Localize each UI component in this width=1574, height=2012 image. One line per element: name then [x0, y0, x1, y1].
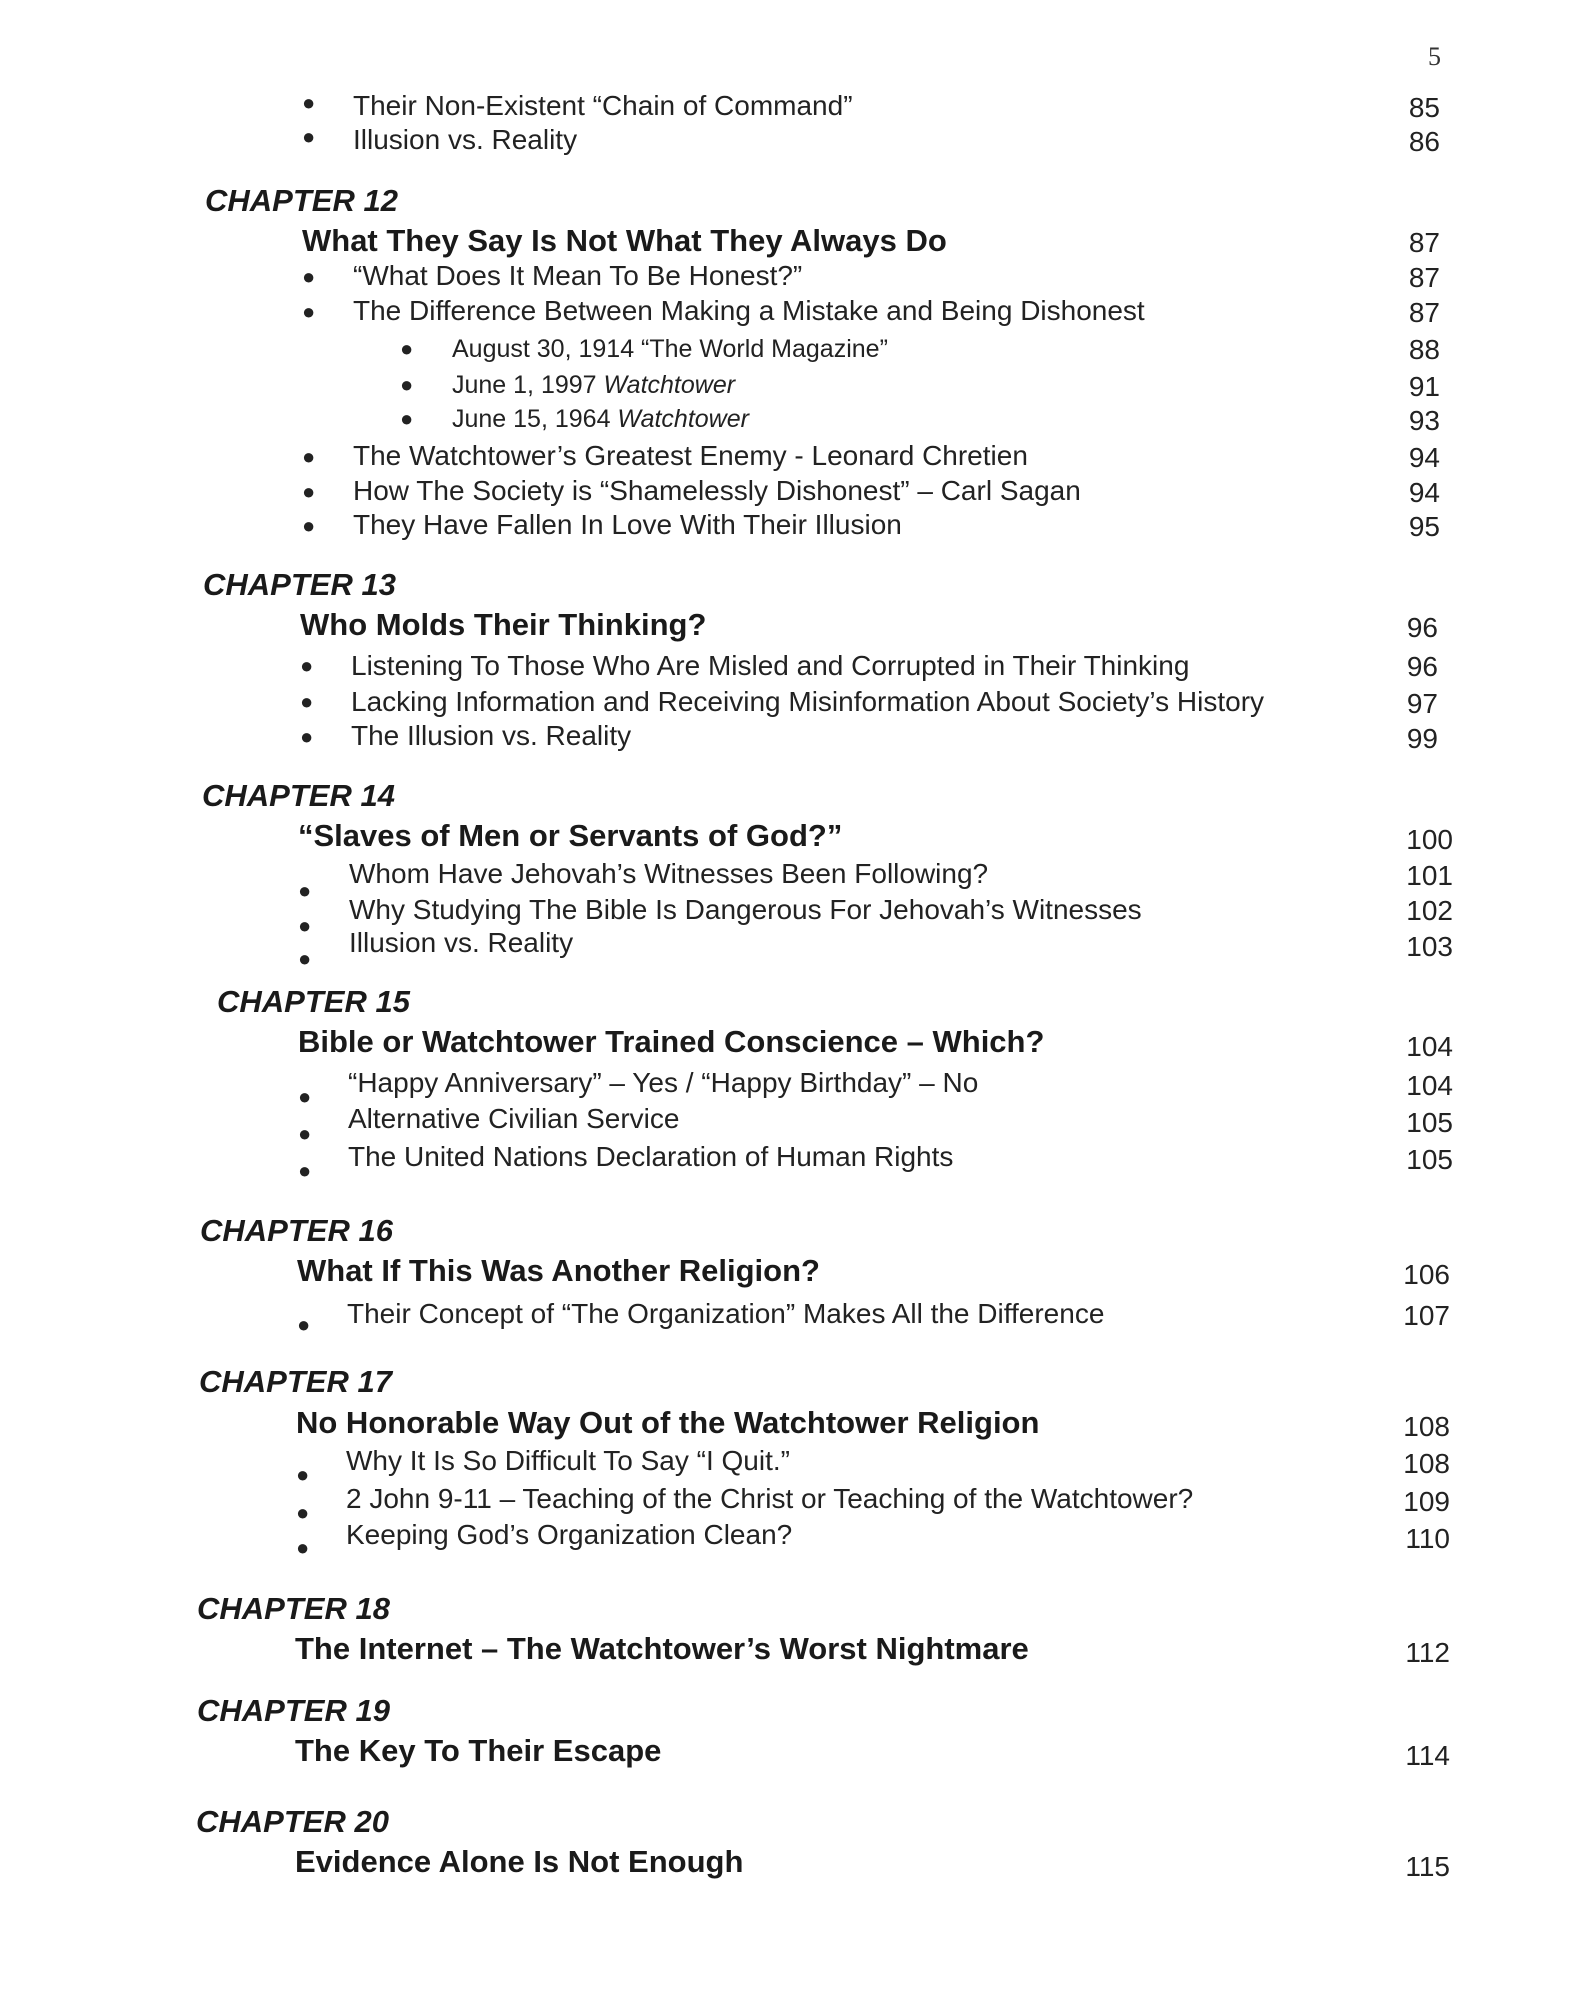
toc-item: Illusion vs. Reality: [353, 124, 578, 155]
toc-subitem: [452, 402, 749, 436]
toc-item: They Have Fallen In Love With Their Illusion: [353, 509, 902, 540]
toc-page-number: 102: [1406, 895, 1453, 926]
bullet-icon: ●: [302, 264, 316, 289]
toc-page-number: 87: [1408, 262, 1440, 293]
toc-item: Listening To Those Who Are Misled and Corrupted in Their Thinking: [351, 650, 1190, 681]
toc-item: 2 John 9-11 – Teaching of the Christ or Teaching of the Watchtower?: [346, 1483, 1194, 1514]
chapter-label: CHAPTER 15: [217, 984, 410, 1019]
bullet-icon: ●: [298, 913, 312, 938]
toc-item: Their Concept of “The Organization” Makes All the Difference: [347, 1298, 1105, 1329]
chapter-label: CHAPTER 16: [200, 1213, 393, 1248]
chapter-title: Evidence Alone Is Not Enough: [295, 1844, 744, 1879]
bullet-icon: ●: [302, 513, 316, 538]
chapter-label: CHAPTER 13: [203, 567, 396, 602]
chapter-title: What If This Was Another Religion?: [297, 1253, 820, 1288]
toc-page-number: 107: [1403, 1300, 1450, 1331]
bullet-icon: ●: [296, 1462, 310, 1487]
bullet-icon: ●: [302, 299, 316, 324]
bullet-icon: ●: [298, 946, 312, 971]
bullet-icon: ●: [300, 653, 314, 678]
toc-page-number: 109: [1403, 1486, 1450, 1517]
toc-item: The Illusion vs. Reality: [351, 720, 632, 751]
chapter-title: What They Say Is Not What They Always Do: [302, 223, 947, 258]
toc-page-number: 86: [1408, 126, 1440, 157]
subitem-date: June 1, 1997: [452, 371, 604, 399]
bullet-icon: ●: [400, 372, 414, 397]
toc-item: “What Does It Mean To Be Honest?”: [353, 260, 803, 291]
toc-page-number: 94: [1408, 442, 1440, 473]
toc-page-number: 105: [1406, 1107, 1453, 1138]
chapter-label: CHAPTER 19: [197, 1693, 390, 1728]
toc-item: The United Nations Declaration of Human Rights: [348, 1141, 954, 1172]
toc-page-number: 91: [1408, 371, 1440, 402]
toc-page-number: 85: [1408, 92, 1440, 123]
bullet-icon: ●: [302, 124, 316, 149]
bullet-icon: ●: [298, 1121, 312, 1146]
toc-page-number: 108: [1403, 1448, 1450, 1479]
subitem-date: June 15, 1964: [452, 405, 618, 433]
toc-page-number: 104: [1406, 1070, 1453, 1101]
bullet-icon: ●: [298, 878, 312, 903]
chapter-label: CHAPTER 18: [197, 1591, 390, 1626]
chapter-title: “Slaves of Men or Servants of God?”: [298, 818, 843, 853]
toc-item: Illusion vs. Reality: [349, 927, 574, 958]
toc-page-number: 94: [1408, 477, 1440, 508]
bullet-icon: ●: [400, 336, 414, 361]
bullet-icon: ●: [298, 1158, 312, 1183]
toc-page-number: 87: [1408, 297, 1440, 328]
toc-page-number: 114: [1405, 1740, 1450, 1771]
toc-page-number: 96: [1406, 651, 1438, 682]
toc-page-number: 88: [1408, 334, 1440, 365]
toc-item: “Happy Anniversary” – Yes / “Happy Birthday” – No: [348, 1067, 979, 1098]
bullet-icon: ●: [302, 444, 316, 469]
toc-item: The Watchtower’s Greatest Enemy - Leonard Chretien: [353, 440, 1028, 471]
toc-page-number: 93: [1408, 405, 1440, 436]
bullet-icon: ●: [300, 724, 314, 749]
toc-page-number: 110: [1405, 1523, 1450, 1554]
chapter-label: CHAPTER 14: [202, 778, 395, 813]
toc-item: Why Studying The Bible Is Dangerous For Jehovah’s Witnesses: [349, 894, 1142, 925]
bullet-icon: ●: [297, 1312, 311, 1337]
chapter-label: CHAPTER 12: [205, 183, 398, 218]
toc-page-number: 95: [1408, 511, 1440, 542]
toc-page-number: 97: [1406, 688, 1438, 719]
toc-item: How The Society is “Shamelessly Dishonest” – Carl Sagan: [353, 475, 1081, 506]
chapter-label: CHAPTER 17: [199, 1364, 392, 1399]
toc-page-number: 112: [1405, 1637, 1450, 1668]
chapter-label: CHAPTER 20: [196, 1804, 389, 1839]
toc-item: Their Non-Existent “Chain of Command”: [353, 90, 853, 121]
toc-item: Alternative Civilian Service: [348, 1103, 680, 1134]
chapter-title: The Internet – The Watchtower’s Worst Nightmare: [295, 1631, 1029, 1666]
toc-item: Whom Have Jehovah’s Witnesses Been Following?: [349, 858, 989, 889]
page-number: 5: [1428, 42, 1441, 71]
toc-page-number: 106: [1403, 1259, 1450, 1290]
subitem-publication: Watchtower: [603, 371, 736, 399]
bullet-icon: ●: [302, 90, 316, 115]
subitem-publication: Watchtower: [617, 405, 749, 433]
toc-page-number: 108: [1403, 1411, 1450, 1442]
bullet-icon: ●: [296, 1500, 310, 1525]
toc-page-number: 104: [1406, 1031, 1453, 1062]
toc-page-number: 99: [1406, 723, 1438, 754]
toc-page-number: 87: [1408, 227, 1440, 258]
toc-subitem: [452, 368, 735, 402]
toc-page-number: 100: [1406, 824, 1453, 855]
bullet-icon: ●: [296, 1535, 310, 1560]
chapter-title: The Key To Their Escape: [295, 1733, 662, 1768]
chapter-title: No Honorable Way Out of the Watchtower Religion: [296, 1405, 1040, 1440]
toc-item: Keeping God’s Organization Clean?: [346, 1519, 793, 1550]
toc-page-number: 101: [1406, 860, 1453, 891]
toc-subitem: August 30, 1914 “The World Magazine”: [452, 335, 888, 363]
toc-item: The Difference Between Making a Mistake and Being Dishonest: [353, 295, 1145, 326]
toc-page-number: 115: [1405, 1851, 1450, 1882]
bullet-icon: ●: [302, 479, 316, 504]
toc-page-number: 103: [1406, 931, 1453, 962]
toc-page-number: 105: [1406, 1144, 1453, 1175]
chapter-title: Who Molds Their Thinking?: [300, 607, 707, 642]
toc-item: Why It Is So Difficult To Say “I Quit.”: [346, 1445, 790, 1476]
toc-page-number: 96: [1406, 612, 1438, 643]
toc-item: Lacking Information and Receiving Misinformation About Society’s History: [351, 686, 1265, 717]
bullet-icon: ●: [400, 406, 414, 431]
chapter-title: Bible or Watchtower Trained Conscience – Which?: [298, 1024, 1045, 1059]
bullet-icon: ●: [300, 689, 314, 714]
bullet-icon: ●: [298, 1084, 312, 1109]
